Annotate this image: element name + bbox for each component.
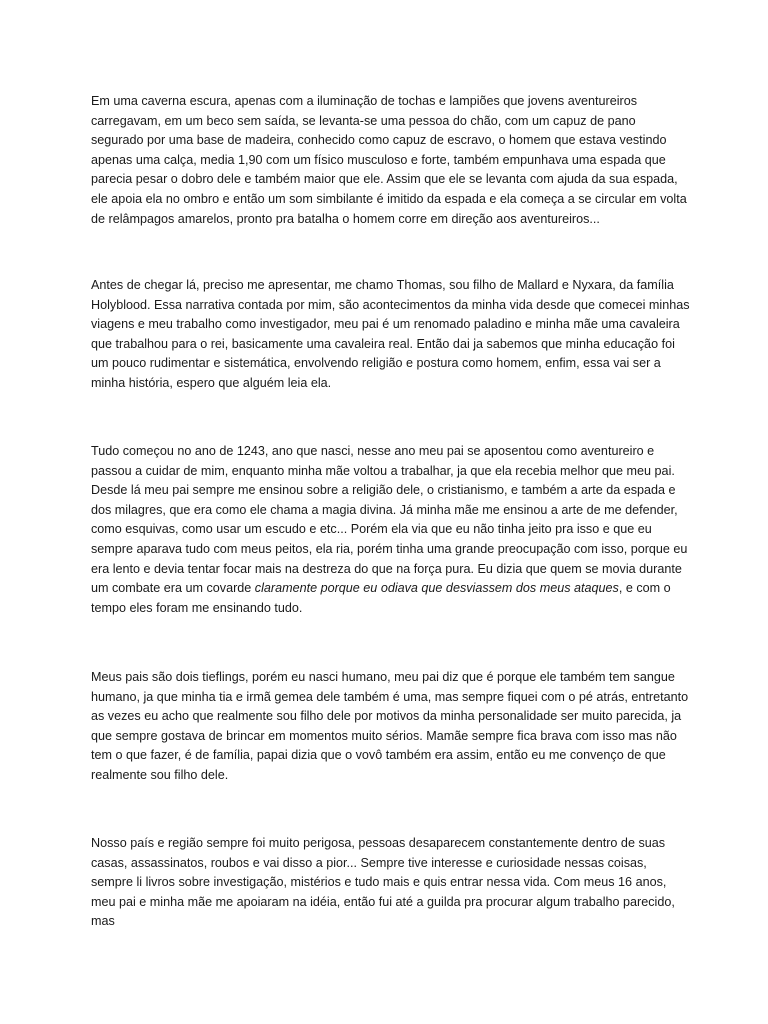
paragraph-country: Nosso país e região sempre foi muito perigosa, pessoas desaparecem constantemente dentro de suas casas, assassinatos, roubos e vai disso a pior... Sempre tive interesse e curiosidade nessas coisas, sempre li livros sobre investigação, mistérios e tudo mais e quis entrar nessa vida. Com meus 16 anos, meu pai e minha mãe me apoiaram na idéia, então fui até a guilda pra procurar algum trabalho parecido, mas [91,836,675,929]
paragraph-introduction: Antes de chegar lá, preciso me apresentar, me chamo Thomas, sou filho de Mallard e Nyxara, da família Holyblood. Essa narrativa contada por mim, são acontecimentos da minha vida desde que comecei minhas viagens e meu trabalho como investigador, meu pai é um renomado paladino e minha mãe uma cavaleira que trabalhou para o rei, basicamente uma cavaleira real. Então dai ja sabemos que minha educação foi um pouco rudimentar e sistemática, envolvendo religião e postura como homem, enfim, essa vai ser a minha história, espero que alguém leia ela. [91,278,690,390]
paragraph-cave-scene: Em uma caverna escura, apenas com a iluminação de tochas e lampiões que jovens aventureiros carregavam, em um beco sem saída, se levanta-se uma pessoa do chão, com um capuz de pano segurado por uma base de madeira, conhecido como capuz de escravo, o homem que estava vestindo apenas uma calça, media 1,90 com um físico musculoso e forte, também empunhava uma espada que parecia pesar o dobro dele e também maior que ele. Assim que ele se levanta com ajuda da sua espada, ele apoia ela no ombro e então um som simbilante é imitido da espada e ela começa a se circular em volta de relâmpagos amarelos, pronto pra batalha o homem corre em direção aos aventureiros... [91,94,687,226]
childhood-text-start: Tudo começou no ano de 1243, ano que nasci, nesse ano meu pai se aposentou como aventureiro e passou a cuidar de mim, enquanto minha mãe voltou a trabalhar, ja que ela recebia melhor que meu pai. Desde lá meu pai sempre me ensinou sobre a religião dele, o cristianismo, e também a arte da espada e dos milagres, que era como ele chama a magia divina. Já minha mãe me ensinou a arte de me defender, como esquivas, como usar um escudo e etc... Porém ela via que eu não tinha jeito pra isso e que eu sempre aparava tudo com meus peitos, ela ria, porém tinha uma grande preocupação com isso, porque eu era lento e devia tentar focar mais na destreza do que na força pura. Eu dizia que quem se movia durante um combate era um covarde [91,444,688,596]
childhood-italic-aside: claramente porque eu odiava que desviassem dos meus ataques [254,581,619,596]
paragraph-childhood [91,442,691,618]
paragraph-parents: Meus pais são dois tieflings, porém eu nasci humano, meu pai diz que é porque ele também tem sangue humano, ja que minha tia e irmã gemea dele também é uma, mas sempre fiquei com o pé atrás, entretanto as vezes eu acho que realmente sou filho dele por motivos da minha personalidade ser muito parecida, ja que sempre gostava de brincar em momentos muito sérios. Mamãe sempre fica brava com isso mas não tem o que fazer, é de família, papai dizia que o vovô também era assim, então eu me convenço de que realmente sou filho dele. [91,670,689,782]
childhood-text-end: , e com o tempo eles foram me ensinando tudo. [91,581,671,615]
